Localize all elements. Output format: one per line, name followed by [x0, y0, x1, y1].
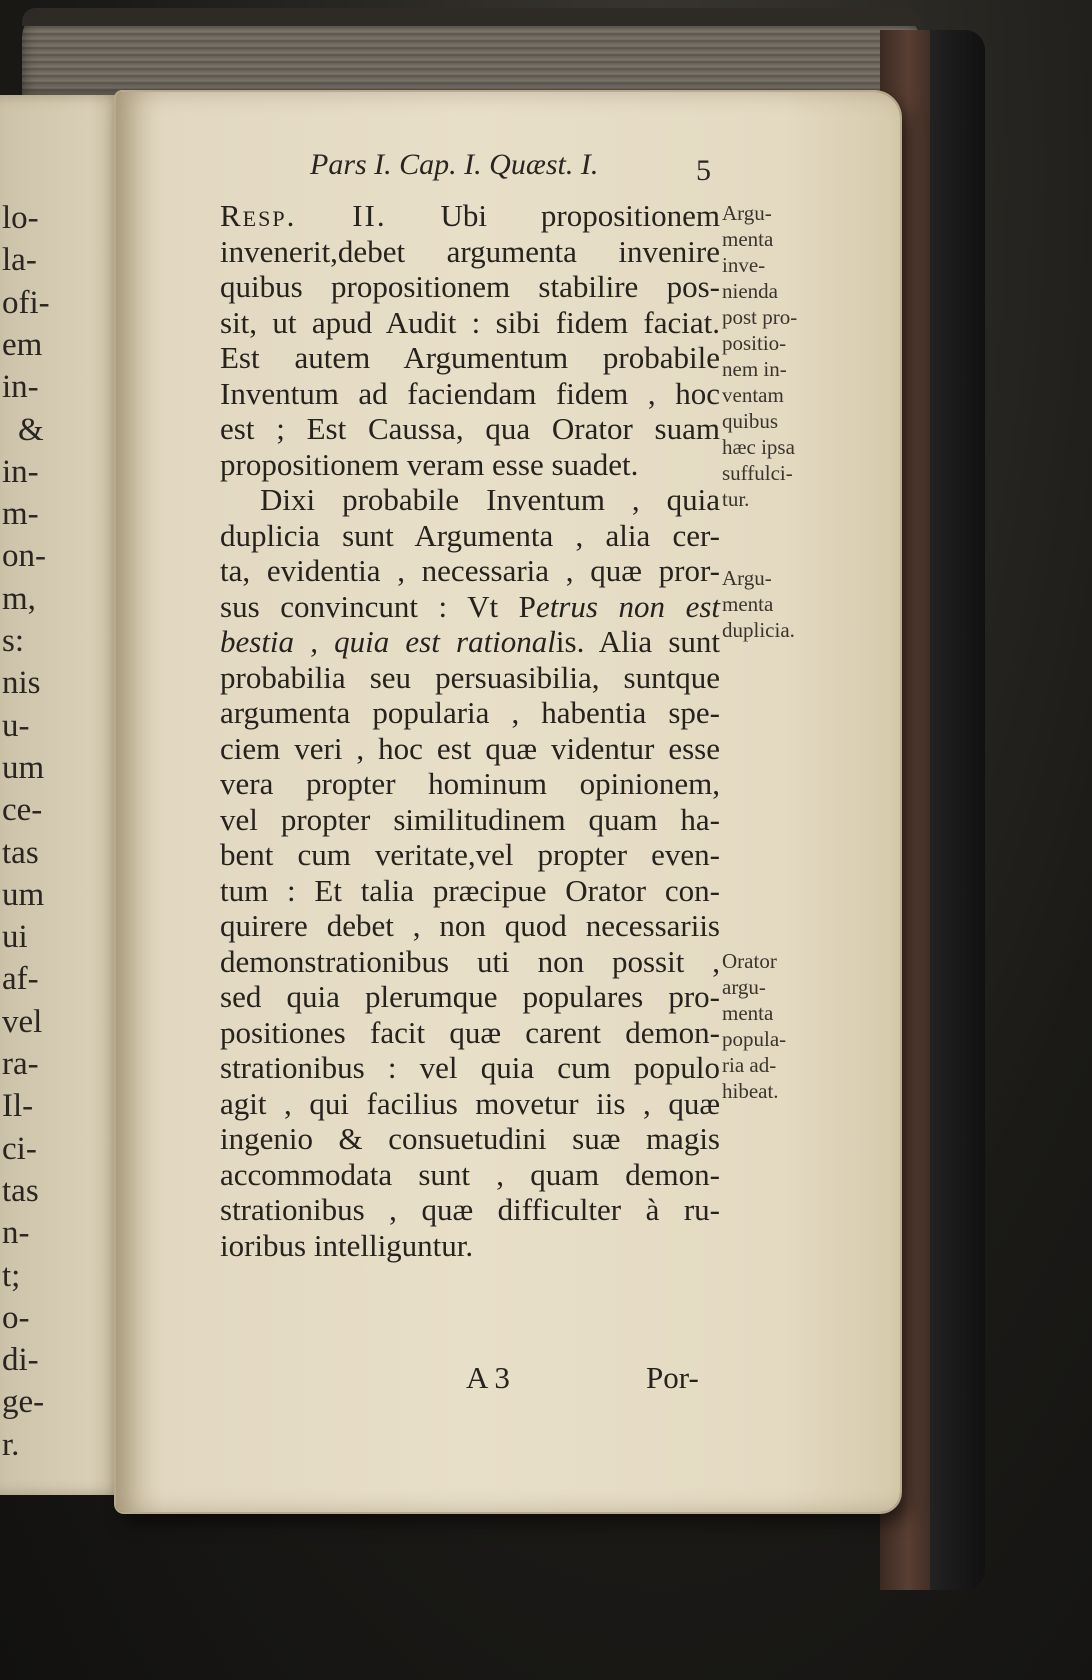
left-page-fragment: nis: [2, 665, 41, 702]
text-line: ta, evidentia , necessaria , quæ pror-: [220, 553, 720, 588]
text-line: sed quia plerumque populares pro-: [220, 979, 720, 1014]
margin-note-line: argu-: [722, 975, 766, 999]
margin-note-line: inve-: [722, 253, 766, 277]
left-page-fragment: m,: [2, 580, 36, 617]
text-line: invenerit,debet argumenta invenire: [220, 233, 720, 269]
left-page-fragment: r.: [2, 1426, 20, 1463]
margin-note-line: hibeat.: [722, 1079, 779, 1103]
margin-note-line: menta: [722, 592, 774, 616]
text-line: sit, ut apud Audit : sibi fidem faciat.: [220, 304, 720, 340]
margin-note-line: ria ad-: [722, 1053, 777, 1077]
left-page-fragment: in-: [2, 369, 39, 406]
left-page-fragment: ge-: [2, 1384, 45, 1421]
left-page-fragment: on-: [2, 538, 46, 575]
margin-note-line: duplicia.: [722, 618, 795, 642]
page-footer: [0, 1360, 900, 1400]
margin-note-line: hæc ipsa: [722, 435, 795, 459]
left-page-fragment: af-: [2, 961, 39, 998]
left-page-fragment: lo-: [2, 200, 39, 236]
left-page-fragment: tas: [2, 1172, 39, 1209]
left-page-fragment: vel: [2, 1003, 43, 1040]
left-page-fragment: um: [2, 876, 45, 913]
text-line: propositionem veram esse suadet.: [220, 446, 639, 482]
left-page-fragment: n-: [2, 1215, 30, 1252]
margin-note-line: Argu-: [722, 566, 772, 590]
margin-note-line: tur.: [722, 487, 750, 511]
left-page-fragment: s:: [2, 623, 25, 659]
left-page-fragment: tas: [2, 834, 39, 871]
left-page-fragment: Il-: [2, 1088, 34, 1125]
left-page-fragment: em: [2, 326, 43, 363]
text-line: quirere debet , non quod necessariis: [220, 908, 720, 943]
text-line: Resp. II. Ubi propositionem: [220, 198, 720, 233]
left-page-fragment: la-: [2, 242, 37, 279]
margin-note-line: Argu-: [722, 201, 772, 225]
margin-note-line: popula-: [722, 1027, 787, 1051]
text-line: argumenta popularia , habentia spe-: [220, 695, 720, 730]
text-line: bestia , quia est rationalis. Alia sunt: [220, 624, 720, 659]
margin-note-line: quibus: [722, 409, 779, 433]
text-line: ciem veri , hoc est quæ videntur esse: [220, 730, 720, 766]
margin-note-line: nem in-: [722, 357, 787, 381]
book-cover-shadow: [930, 30, 985, 1590]
text-line: quibus propositionem stabilire pos-: [220, 269, 720, 304]
book-top-edge: [22, 8, 922, 103]
text-line: positiones facit quæ carent demon-: [220, 1014, 720, 1050]
text-line: vel propter similitudinem quam ha-: [220, 801, 720, 837]
text-line: est ; Est Caussa, qua Orator suam: [220, 411, 720, 446]
text-line: Est autem Argumentum probabile: [220, 340, 720, 375]
left-page-fragment: ra-: [2, 1046, 39, 1082]
text-line: ingenio & consuetudini suæ magis: [220, 1121, 720, 1156]
text-line: strationibus , quæ difficulter à ru-: [220, 1192, 720, 1227]
text-line: Dixi probabile Inventum , quia: [260, 482, 720, 517]
text-line: vera propter hominum opinionem,: [220, 766, 720, 801]
margin-note-line: positio-: [722, 331, 787, 355]
response-label: Resp. II.: [220, 198, 387, 233]
text-line: Inventum ad faciendam fidem , hoc: [220, 375, 720, 411]
page-number: 5: [696, 154, 711, 187]
left-page-fragment: ui: [2, 919, 28, 956]
left-page-fragment: ci-: [2, 1130, 37, 1167]
margin-note-line: menta: [722, 1001, 774, 1025]
left-page-fragment: u-: [2, 707, 30, 744]
left-page-fragment: m-: [2, 496, 39, 533]
page-header: [0, 148, 900, 188]
left-page-fragment: in-: [2, 453, 39, 490]
text-line: strationibus : vel quia cum populo: [220, 1050, 720, 1085]
text-line: bent cum veritate,vel propter even-: [220, 837, 720, 872]
margin-note-line: suffulci-: [722, 461, 793, 485]
text-line: tum : Et talia præcipue Orator con-: [220, 872, 720, 908]
left-page-fragment: ofi-: [2, 284, 50, 321]
main-text-block: [220, 198, 720, 1263]
running-head: Pars I. Cap. I. Quæst. I.: [310, 148, 599, 181]
margin-note: [722, 200, 832, 512]
text-line: duplicia sunt Argumenta , alia cer-: [220, 517, 720, 553]
signature-mark: A 3: [466, 1360, 510, 1395]
example-italic: etrus non est: [535, 588, 721, 624]
example-italic: bestia , quia est rational: [220, 624, 556, 659]
catchword: Por-: [646, 1360, 699, 1395]
text-line: accommodata sunt , quam demon-: [220, 1156, 720, 1192]
margin-note-line: ventam: [722, 383, 784, 407]
text-line: ioribus intelliguntur.: [220, 1227, 474, 1263]
left-page-fragment: um: [2, 749, 45, 786]
left-page-fragment: ce-: [2, 792, 43, 829]
left-page: [0, 95, 128, 1495]
margin-note-line: nienda: [722, 279, 778, 303]
margin-note-line: menta: [722, 227, 774, 251]
left-page-fragment: &: [18, 411, 44, 448]
margin-note: [722, 948, 832, 1104]
text-line: demonstrationibus uti non possit ,: [220, 943, 720, 979]
margin-note: [722, 565, 832, 643]
text-line: sus convincunt : Vt Petrus non est: [220, 588, 721, 624]
margin-note-line: Orator: [722, 949, 777, 973]
margin-note-line: post pro-: [722, 305, 798, 329]
text-line: agit , qui facilius movetur iis , quæ: [220, 1085, 720, 1121]
left-page-fragment: o-: [2, 1299, 30, 1336]
text-line: probabilia seu persuasibilia, suntque: [220, 659, 720, 695]
left-page-fragment: t;: [2, 1257, 21, 1294]
left-page-fragment: di-: [2, 1342, 39, 1379]
